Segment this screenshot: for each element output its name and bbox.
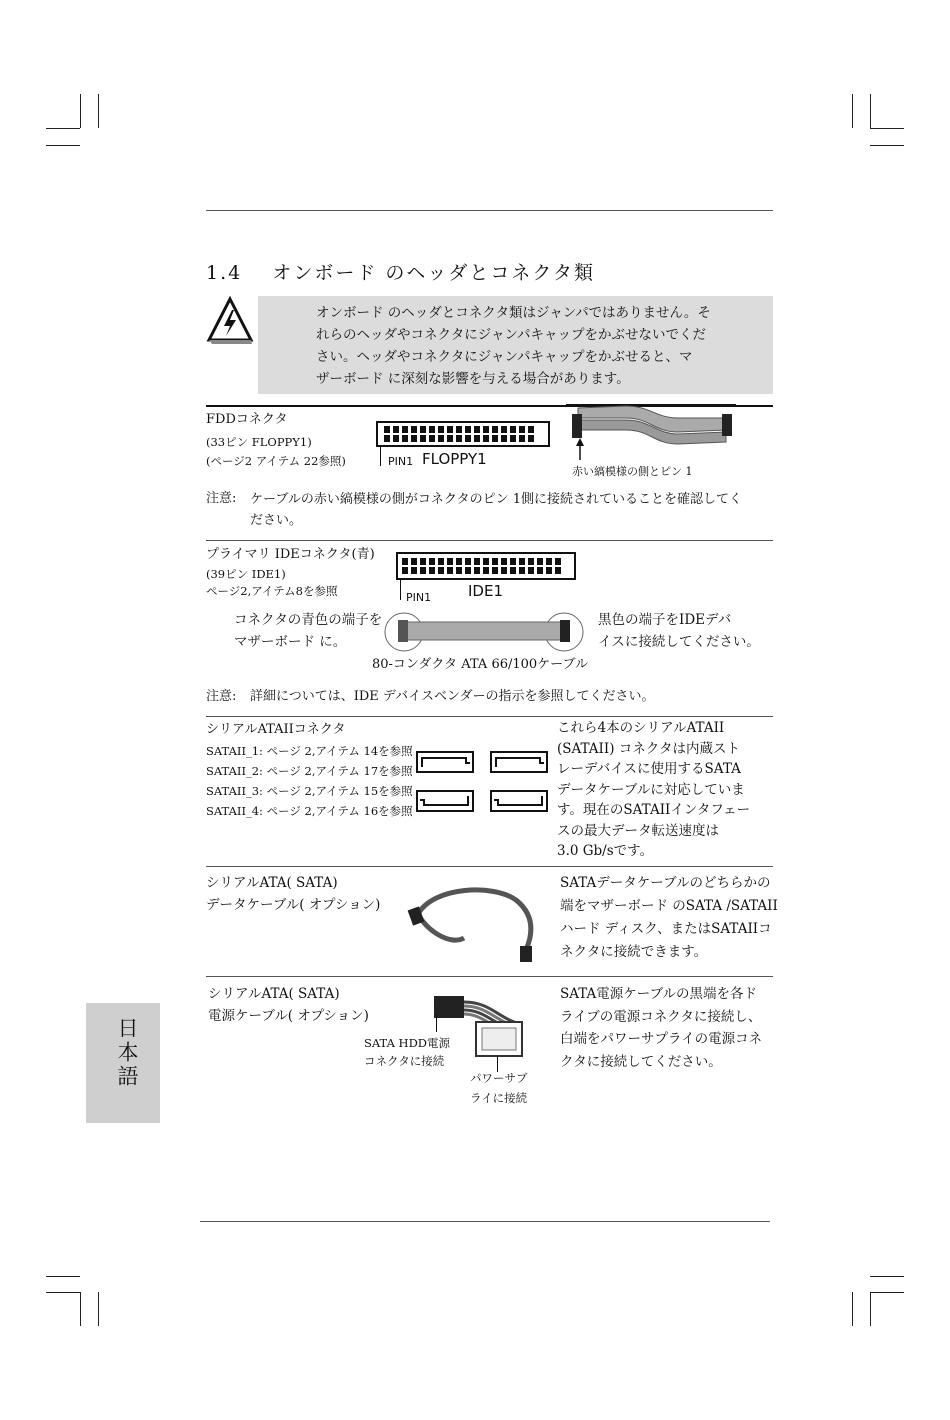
sataii-desc-line: これら4本のシリアルATAII [557, 720, 725, 736]
warning-lightning-icon [206, 296, 254, 348]
crop-mark [80, 1292, 81, 1326]
section-rule [206, 866, 773, 867]
sata-data-title [206, 872, 380, 916]
sataii-item: SATAII_4: ページ 2,アイテム 16を参照 [206, 804, 413, 818]
warning-line: さい。ヘッダやコネクタにジャンパキャップをかぶせると、マ [316, 349, 693, 365]
sataii-desc-line: 3.0 Gb/sです。 [557, 843, 654, 859]
fdd-title: FDDコネクタ [206, 412, 288, 427]
crop-mark [46, 145, 80, 146]
sataii-description [557, 718, 773, 862]
sata-data-desc-line: SATAデータケーブルのどちらかの [560, 875, 771, 891]
sataii-connector-2 [490, 751, 548, 773]
sataii-desc-line: す。現在のSATAIIインタフェー [557, 802, 751, 818]
fdd-ref: (ページ2 アイテム 22参照) [206, 454, 346, 468]
fdd-note-label: 注意: [206, 491, 237, 506]
crop-mark [870, 128, 904, 129]
sata-power-hdd-label [364, 1034, 450, 1070]
header-rule [206, 210, 773, 211]
crop-mark [98, 1292, 99, 1326]
crop-mark [98, 94, 99, 128]
ide-right-text [598, 609, 760, 653]
fdd-pins: (33ピン FLOPPY1) [206, 435, 312, 449]
ide-ref: ページ2,アイテム8を参照 [206, 584, 338, 598]
psu-label-line: ライに接続 [470, 1091, 528, 1105]
ide-pin1-label: PIN1 [406, 591, 432, 604]
section-rule [206, 540, 773, 541]
crop-mark [870, 94, 871, 128]
ide-connector-label: IDE1 [468, 582, 503, 600]
crop-mark [80, 94, 81, 128]
ide-note-label: 注意: [206, 689, 237, 704]
ide-left-line: マザーボード に。 [234, 634, 347, 650]
fdd-note-line: ださい。 [250, 513, 303, 528]
sataii-items [206, 741, 413, 821]
sata-power-description [560, 983, 775, 1073]
floppy-pin1-label: PIN1 [388, 455, 414, 468]
sataii-item: SATAII_1: ページ 2,アイテム 14を参照 [206, 744, 413, 758]
pin1-marker [400, 578, 401, 600]
sataii-title: シリアルATAIIコネクタ [206, 722, 346, 737]
sataii-connector-4 [490, 790, 548, 812]
ide-right-line: イスに接続してください。 [598, 634, 760, 650]
crop-mark [46, 1276, 80, 1277]
psu-label-line: パワーサブ [470, 1071, 528, 1085]
sataii-desc-line: レーデバイスに使用するSATA [557, 761, 741, 777]
sata-power-title-line: 電源ケーブル( オプション) [208, 1008, 369, 1024]
crop-mark [870, 1292, 871, 1326]
ide-pins: (39ピン IDE1) [206, 567, 286, 581]
sata-power-desc-line: SATA電源ケーブルの黒端を各ド [560, 986, 758, 1002]
sata-data-title-line: シリアルATA( SATA) [206, 875, 338, 891]
ide-connector [396, 552, 576, 580]
warning-text [316, 302, 766, 390]
sata-power-psu-label [470, 1068, 528, 1108]
hdd-label-line: SATA HDD電源 [364, 1036, 451, 1050]
sata-data-desc-line: 端をマザーボード のSATA /SATAII [560, 898, 778, 914]
sata-data-cable-image [404, 876, 544, 968]
warning-line: オンボード のヘッダとコネクタ類はジャンパではありません。そ [316, 305, 711, 321]
sataii-item: SATAII_3: ページ 2,アイテム 15を参照 [206, 784, 413, 798]
floppy-cable-image [566, 404, 774, 460]
section-rule [206, 716, 773, 717]
sataii-item: SATAII_2: ページ 2,アイテム 17を参照 [206, 764, 413, 778]
sataii-desc-line: (SATAII) コネクタは内蔵スト [557, 740, 740, 757]
section-title: オンボード のヘッダとコネクタ類 [272, 262, 595, 284]
sata-data-title-line: データケーブル( オプション) [206, 897, 381, 913]
floppy-cable-caption: 赤い縞模様の側とピン 1 [572, 465, 693, 478]
section-heading [206, 258, 595, 285]
fdd-note [250, 489, 770, 531]
sata-power-desc-line: ライブの電源コネクタに接続し、 [560, 1008, 762, 1025]
language-tab-label: 日本語 [115, 1017, 139, 1089]
crop-mark [852, 94, 853, 128]
ide-cable-image [384, 610, 584, 654]
crop-mark [870, 1292, 904, 1293]
ide-cable-caption: 80-コンダクタ ATA 66/100ケーブル [372, 657, 589, 672]
crop-mark [46, 1292, 80, 1293]
ide-note: 詳細については、IDE デバイスベンダーの指示を参照してください。 [250, 689, 655, 704]
sataii-connector-1 [416, 751, 474, 773]
hdd-label-line: コネクタに接続 [364, 1054, 445, 1068]
sata-power-title-line: シリアルATA( SATA) [208, 986, 340, 1002]
floppy-connector-label: FLOPPY1 [422, 450, 487, 468]
crop-mark [46, 128, 80, 129]
ide-title: プライマリ IDEコネクタ(青) [206, 547, 375, 562]
crop-mark [870, 145, 904, 146]
sata-data-desc-line: ネクタに接続できます。 [560, 944, 708, 960]
sataii-desc-line: スの最大データ転送速度は [557, 822, 719, 839]
fdd-note-line: ケーブルの赤い縞模様の側がコネクタのピン 1側に接続されていることを確認してく [250, 492, 742, 507]
ide-left-text [234, 609, 382, 653]
crop-mark [870, 1276, 904, 1277]
language-side-tab[interactable] [86, 1003, 160, 1123]
sata-data-desc-line: ハード ディスク、またはSATAIIコ [560, 921, 772, 937]
sataii-connector-3 [416, 790, 474, 812]
warning-line: れらのヘッダやコネクタにジャンパキャップをかぶせないでくだ [316, 327, 707, 343]
warning-icon-box [206, 296, 254, 348]
sataii-desc-line: データケーブルに対応していま [557, 781, 745, 798]
section-rule [206, 976, 773, 977]
crop-mark [852, 1292, 853, 1326]
sata-power-title [208, 983, 369, 1027]
floppy-connector [376, 421, 550, 447]
footer-rule [200, 1221, 770, 1222]
pin1-marker [380, 446, 381, 466]
sata-data-description [560, 872, 780, 964]
warning-line: ザーボード に深刻な影響を与える場合があります。 [316, 371, 630, 387]
sata-power-desc-line: クタに接続してください。 [560, 1053, 722, 1070]
ide-right-line: 黒色の端子をIDEデバ [598, 612, 732, 628]
sata-power-desc-line: 白端をパワーサプライの電源コネ [560, 1031, 763, 1047]
ide-left-line: コネクタの青色の端子を [234, 612, 383, 628]
hdd-arrow [436, 1014, 437, 1032]
section-number: 1.4 [206, 262, 243, 284]
